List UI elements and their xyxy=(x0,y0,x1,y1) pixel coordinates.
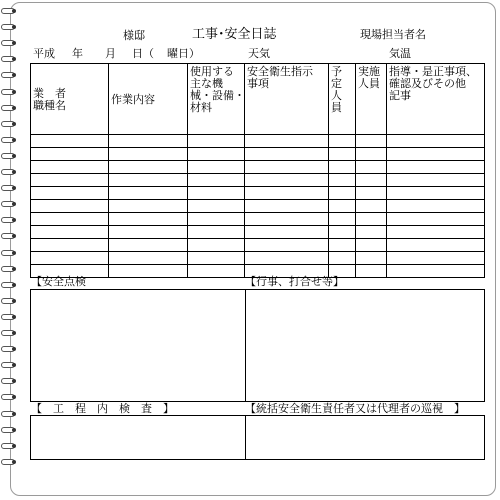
table-cell[interactable] xyxy=(387,161,485,174)
table-cell[interactable] xyxy=(31,161,109,174)
year-label: 年 xyxy=(72,47,83,60)
table-cell[interactable] xyxy=(329,213,356,226)
inspection-patrol-divider xyxy=(245,415,246,460)
table-cell[interactable] xyxy=(329,252,356,265)
table-cell[interactable] xyxy=(109,252,188,265)
table-cell[interactable] xyxy=(188,161,245,174)
day-label: 日（ xyxy=(132,47,154,60)
table-cell[interactable] xyxy=(329,200,356,213)
table-cell[interactable] xyxy=(329,226,356,239)
table-cell[interactable] xyxy=(188,135,245,148)
col-header-work: 作業内容 xyxy=(109,64,188,135)
table-cell[interactable] xyxy=(188,226,245,239)
table-cell[interactable] xyxy=(356,148,387,161)
binding-ring xyxy=(1,72,15,78)
binding-ring xyxy=(1,314,15,320)
sama-tei-label: 様邸 xyxy=(123,29,145,42)
table-cell[interactable] xyxy=(109,265,188,278)
table-cell[interactable] xyxy=(387,135,485,148)
table-cell[interactable] xyxy=(356,161,387,174)
table-cell[interactable] xyxy=(245,148,329,161)
table-cell[interactable] xyxy=(245,213,329,226)
binding-ring xyxy=(1,201,15,207)
table-cell[interactable] xyxy=(109,174,188,187)
table-cell[interactable] xyxy=(31,226,109,239)
work-log-table xyxy=(30,63,485,278)
binding-ring xyxy=(1,121,15,127)
table-cell[interactable] xyxy=(31,135,109,148)
table-cell[interactable] xyxy=(31,213,109,226)
col-header-contractor: 業 者 職種名 xyxy=(31,64,109,135)
table-cell[interactable] xyxy=(356,239,387,252)
table-cell[interactable] xyxy=(356,226,387,239)
table-cell[interactable] xyxy=(31,252,109,265)
table-cell[interactable] xyxy=(387,226,485,239)
binding-ring xyxy=(1,217,15,223)
table-cell[interactable] xyxy=(387,174,485,187)
table-row xyxy=(31,187,485,200)
binding-ring xyxy=(1,266,15,272)
binding-ring xyxy=(1,362,15,368)
inspection-patrol-box xyxy=(30,415,485,460)
col-header-planned: 予 定 人 員 xyxy=(329,64,356,135)
binding-ring xyxy=(1,411,15,417)
table-row xyxy=(31,252,485,265)
binding-ring xyxy=(1,137,15,143)
col-header-equipment: 使用する 主な機 械・設備・ 材料 xyxy=(188,64,245,135)
table-row xyxy=(31,200,485,213)
table-cell[interactable] xyxy=(356,187,387,200)
binding-ring xyxy=(1,298,15,304)
binding-ring xyxy=(1,56,15,62)
safety-events-box xyxy=(30,289,485,402)
safety-check-label: 【安全点検 xyxy=(31,275,86,288)
table-cell[interactable] xyxy=(188,265,245,278)
safety-events-divider xyxy=(245,289,246,402)
table-cell[interactable] xyxy=(356,213,387,226)
binding-ring xyxy=(1,169,15,175)
table-row xyxy=(31,226,485,239)
table-cell[interactable] xyxy=(329,135,356,148)
table-cell[interactable] xyxy=(387,187,485,200)
table-cell[interactable] xyxy=(109,226,188,239)
table-cell[interactable] xyxy=(356,135,387,148)
table-cell[interactable] xyxy=(188,148,245,161)
table-cell[interactable] xyxy=(109,135,188,148)
table-cell[interactable] xyxy=(329,174,356,187)
table-cell[interactable] xyxy=(245,239,329,252)
weekday-label: 曜日） xyxy=(167,47,200,60)
binding-ring xyxy=(1,153,15,159)
table-cell[interactable] xyxy=(109,239,188,252)
table-cell[interactable] xyxy=(356,200,387,213)
table-cell[interactable] xyxy=(188,200,245,213)
process-inspection-label: 【 工 程 内 検 査 】 xyxy=(31,402,174,415)
table-cell[interactable] xyxy=(329,148,356,161)
table-cell[interactable] xyxy=(31,174,109,187)
binding-ring xyxy=(1,105,15,111)
table-cell[interactable] xyxy=(245,174,329,187)
binding-ring xyxy=(1,378,15,384)
table-cell[interactable] xyxy=(245,252,329,265)
table-cell[interactable] xyxy=(109,200,188,213)
table-cell[interactable] xyxy=(387,239,485,252)
table-cell[interactable] xyxy=(109,161,188,174)
binding-ring xyxy=(1,330,15,336)
binding-ring xyxy=(1,89,15,95)
table-cell[interactable] xyxy=(188,174,245,187)
table-cell[interactable] xyxy=(245,226,329,239)
table-cell[interactable] xyxy=(188,252,245,265)
table-cell[interactable] xyxy=(387,213,485,226)
table-row xyxy=(31,161,485,174)
table-cell[interactable] xyxy=(109,187,188,200)
binding-ring xyxy=(1,250,15,256)
table-cell[interactable] xyxy=(188,239,245,252)
table-cell[interactable] xyxy=(387,148,485,161)
binding-ring xyxy=(1,394,15,400)
table-cell[interactable] xyxy=(356,174,387,187)
binding-ring xyxy=(1,40,15,46)
table-cell[interactable] xyxy=(356,252,387,265)
table-cell[interactable] xyxy=(245,187,329,200)
table-cell[interactable] xyxy=(245,135,329,148)
table-cell[interactable] xyxy=(387,252,485,265)
col-header-guidance: 指導・是正事項、 確認及びその他 記事 xyxy=(387,64,485,135)
temperature-label: 気温 xyxy=(389,47,411,60)
table-row xyxy=(31,148,485,161)
binding-ring xyxy=(1,346,15,352)
binding-ring xyxy=(1,443,15,449)
col-header-actual: 実施 人員 xyxy=(356,64,387,135)
table-cell[interactable] xyxy=(188,213,245,226)
diary-title: 工事･安全日誌 xyxy=(192,27,277,42)
binding-ring xyxy=(1,185,15,191)
table-cell[interactable] xyxy=(329,161,356,174)
table-cell[interactable] xyxy=(356,265,387,278)
table-cell[interactable] xyxy=(31,200,109,213)
table-cell[interactable] xyxy=(31,148,109,161)
table-cell[interactable] xyxy=(387,200,485,213)
events-label: 【行事、打合せ等】 xyxy=(245,275,344,288)
table-row xyxy=(31,135,485,148)
table-cell[interactable] xyxy=(245,161,329,174)
binding-ring xyxy=(1,282,15,288)
col-header-safety: 安全衛生指示 事項 xyxy=(245,64,329,135)
table-cell[interactable] xyxy=(109,213,188,226)
weather-label: 天気 xyxy=(248,47,270,60)
site-manager-label: 現場担当者名 xyxy=(360,28,426,41)
table-row xyxy=(31,239,485,252)
table-cell[interactable] xyxy=(329,239,356,252)
table-row xyxy=(31,174,485,187)
table-cell[interactable] xyxy=(387,265,485,278)
month-label: 月 xyxy=(105,47,116,60)
table-cell[interactable] xyxy=(109,148,188,161)
table-header-row xyxy=(31,64,485,135)
supervisor-patrol-label: 【統括安全衛生責任者又は代理者の巡視 】 xyxy=(245,402,465,415)
binding-ring xyxy=(1,8,15,14)
table-cell[interactable] xyxy=(188,187,245,200)
binding-ring xyxy=(1,24,15,30)
table-cell[interactable] xyxy=(329,187,356,200)
binding-ring xyxy=(1,233,15,239)
table-row xyxy=(31,213,485,226)
binding-ring xyxy=(1,459,15,465)
table-cell[interactable] xyxy=(31,187,109,200)
table-cell[interactable] xyxy=(31,239,109,252)
era-label: 平成 xyxy=(33,47,55,60)
table-cell[interactable] xyxy=(245,200,329,213)
binding-ring xyxy=(1,427,15,433)
